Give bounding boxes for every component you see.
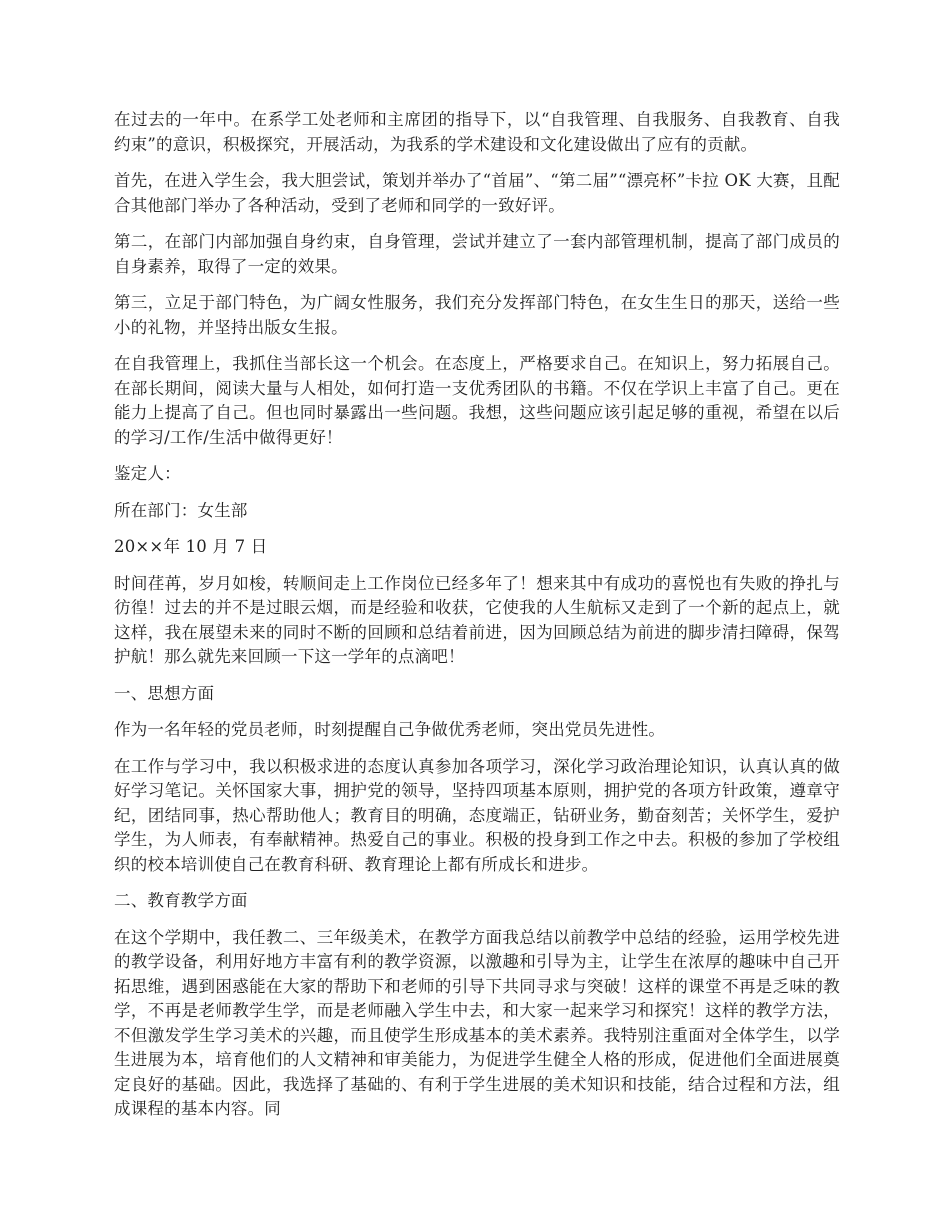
paragraph-first: 首先，在进入学生会，我大胆尝试，策划并举办了“首届”、“第二届”“漂亮杯”卡拉 OK 大赛，且配合其他部门举办了各种活动，受到了老师和同学的一致好评。 [114,171,840,215]
paragraph-work-study: 在工作与学习中，我以积极求进的态度认真参加各项学习，深化学习政治理论知识，认真认真的做好学习笔记。关怀国家大事，拥护党的领导，坚持四项基本原则，拥护党的各项方针政策，遵章守纪，团结同事，热心帮助他人；教育目的明确，态度端正，钻研业务，勤奋刻苦；关怀学生，爱护学生，为人师表，有奉献精神。热爱自己的事业。积极的投身到工作之中去。积极的参加了学校组织的校本培训使自己在教育科研、教育理论上都有所成长和进步。 [114,756,840,874]
paragraph-second: 第二，在部门内部加强自身约束，自身管理，尝试并建立了一套内部管理机制，提高了部门成员的自身素养，取得了一定的效果。 [114,232,840,276]
paragraph-self-management: 在自我管理上，我抓住当部长这一个机会。在态度上，严格要求自己。在知识上，努力拓展自己。在部长期间，阅读大量与人相处，如何打造一支优秀团队的书籍。不仅在学识上丰富了自己。更在能力上提高了自己。但也同时暴露出一些问题。我想，这些问题应该引起足够的重视，希望在以后的学习/工作/生活中做得更好！ [114,354,840,447]
department-line: 所在部门：女生部 [114,500,248,520]
paragraph-review-intro: 时间荏苒，岁月如梭，转顺间走上工作岗位已经多年了！想来其中有成功的喜悦也有失败的挣扎与彷徨！过去的并不是过眼云烟，而是经验和收获，它使我的人生航标又走到了一个新的起点上，就这样，我在展望未来的同时不断的回顾和总结着前进，因为回顾总结为前进的脚步清扫障碍，保驾护航！那么就先来回顾一下这一学年的点滴吧！ [114,573,840,666]
paragraph-teaching: 在这个学期中，我任教二、三年级美术，在教学方面我总结以前教学中总结的经验，运用学校先进的教学设备，利用好地方丰富有利的教学资源，以激趣和引导为主，让学生在浓厚的趣味中自己开拓思维，遇到困惑能在大家的帮助下和老师的引导下共同寻求与突破！这样的课堂不再是乏味的教学，不再是老师教学生学，而是老师融入学生中去，和大家一起来学习和探究！这样的教学方法，不但激发学生学习美术的兴趣，而且使学生形成基本的美术素养。我特别注重面对全体学生，以学生进展为本，培育他们的人文精神和审美能力，为促进学生健全人格的形成，促进他们全面进展奠定良好的基础。因此，我选择了基础的、有利于学生进展的美术知识和技能，结合过程和方法，组成课程的基本内容。同 [114,927,840,1118]
document-body [114,108,840,1134]
section-heading-ideology: 一、思想方面 [114,683,215,703]
paragraph-third: 第三，立足于部门特色，为广阔女性服务，我们充分发挥部门特色，在女生生日的那天，送给一些小的礼物，并坚持出版女生报。 [114,293,840,337]
paragraph-intro: 在过去的一年中。在系学工处老师和主席团的指导下，以“自我管理、自我服务、自我教育、自我约束”的意识，积极探究，开展活动，为我系的学术建设和文化建设做出了应有的贡献。 [114,110,840,154]
paragraph-party-member: 作为一名年轻的党员老师，时刻提醒自己争做优秀老师，突出党员先进性。 [114,720,666,739]
date-line: 20××年 10 月 7 日 [114,537,268,556]
section-heading-teaching: 二、教育教学方面 [114,891,248,910]
appraiser-label: 鉴定人： [114,464,181,483]
